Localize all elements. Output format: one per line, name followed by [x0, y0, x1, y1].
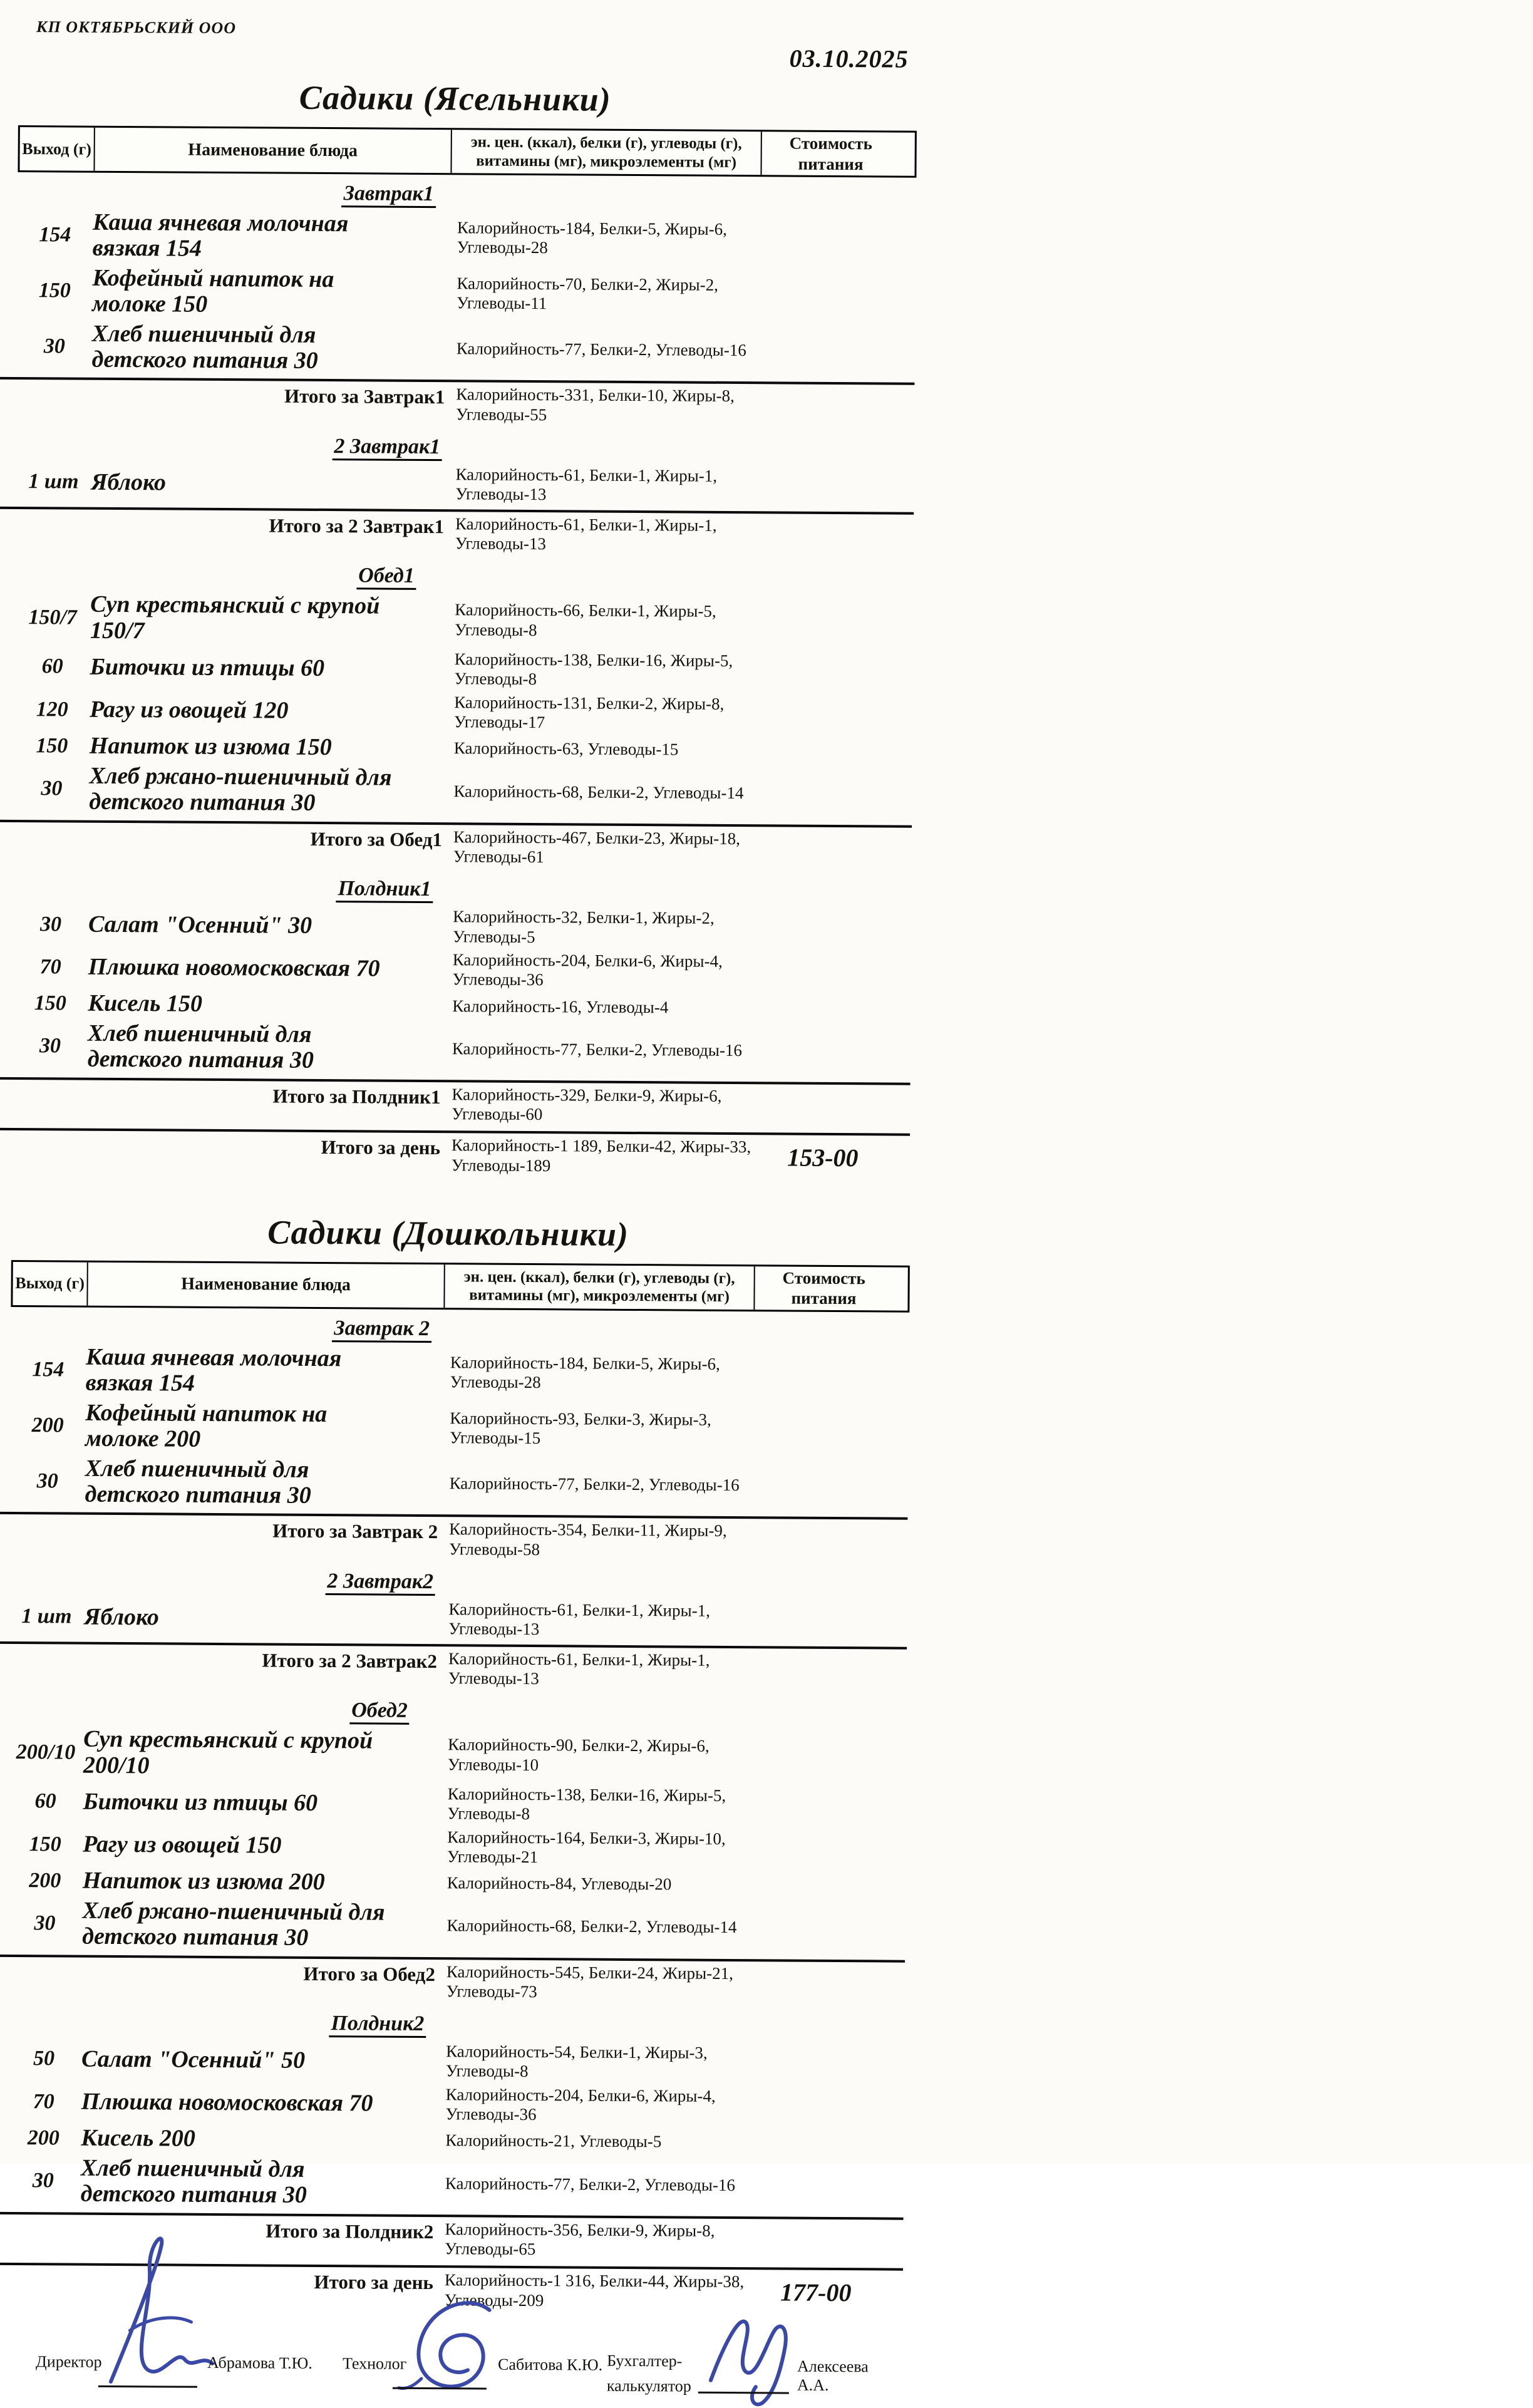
dish-nutrition: Калорийность-32, Белки-1, Жиры-2, Углеводы-5: [452, 907, 715, 946]
dish-output: 30: [41, 777, 63, 800]
dish-output: 30: [39, 1034, 61, 1058]
menu-title: Садики (Дошкольники): [267, 1213, 629, 1253]
section-heading: Завтрак1: [18, 180, 760, 208]
dish-name: Рагу из овощей 120: [90, 696, 289, 725]
dish-name: Суп крестьянский с крупой 150/7: [90, 591, 380, 644]
column-header-dish: Наименование блюда: [88, 1263, 445, 1308]
total-nutrition: Калорийность-61, Белки-1, Жиры-1, Углеводы-13: [448, 1648, 710, 1688]
dish-name: Салат "Осенний" 30: [88, 911, 312, 939]
dish-name: Яблоко: [84, 1603, 160, 1631]
menu-item-row: [13, 902, 912, 951]
menu-title: Садики (Ясельники): [299, 78, 611, 118]
section-total-row: [9, 1514, 908, 1565]
total-nutrition: Калорийность-467, Белки-23, Жиры-18, Углеводы-61: [453, 827, 741, 867]
total-label: Итого за 2 Завтрак2: [262, 1649, 438, 1672]
menu-item-row: [15, 589, 914, 651]
section-total-row: [16, 509, 914, 560]
dish-nutrition: Калорийность-21, Углеводы-5: [445, 2131, 662, 2151]
day-total-cost: 153-00: [787, 1143, 859, 1172]
signature-role-technologist: Технолог: [343, 2354, 407, 2373]
dish-output: 60: [41, 654, 63, 678]
section-total-row: [9, 1644, 907, 1695]
day-total-nutrition: Калорийность-1 189, Белки-42, Жиры-33, Углеводы-189: [451, 1135, 751, 1175]
dish-output: 150/7: [28, 605, 77, 629]
section-total-row: [16, 380, 915, 430]
dish-nutrition: Калорийность-138, Белки-16, Жиры-5, Углеводы-8: [454, 649, 733, 689]
dish-nutrition: Калорийность-77, Белки-2, Углеводы-16: [449, 1474, 740, 1495]
dish-name: Кисель 200: [81, 2125, 195, 2152]
dish-output: 30: [43, 334, 65, 358]
company-name: КП ОКТЯБРЬСКИЙ ООО: [36, 18, 237, 38]
dish-name: Хлеб пшеничный для детского питания 30: [87, 1020, 314, 1074]
table-header: [11, 1260, 909, 1313]
day-total-cost: 177-00: [780, 2278, 852, 2307]
dish-output: 30: [32, 2169, 54, 2193]
dish-output: 200/10: [16, 1740, 76, 1764]
day-total-label: Итого за день: [321, 1136, 441, 1159]
dish-cost: [748, 2106, 886, 2107]
technologist-signature: [394, 2291, 514, 2398]
dish-output: 150: [36, 734, 68, 758]
dish-cost: [748, 2142, 885, 2143]
column-header-cost: Стоимость питания: [789, 133, 872, 173]
signature-role-director: Директор: [36, 2352, 102, 2371]
dish-output: 200: [31, 1413, 64, 1437]
dish-nutrition: Калорийность-68, Белки-2, Углеводы-14: [446, 1916, 737, 1937]
dish-cost: [757, 622, 895, 623]
menu-item-row: [6, 2153, 905, 2214]
total-label: Итого за 2 Завтрак1: [269, 514, 445, 537]
day-total-row: [12, 1130, 911, 1181]
dish-output: 150: [38, 279, 71, 302]
dish-nutrition: Калорийность-93, Белки-3, Жиры-3, Углеводы-15: [450, 1408, 711, 1448]
dish-nutrition: Калорийность-16, Углеводы-4: [452, 996, 669, 1016]
menu-item-row: [11, 1342, 910, 1403]
menu-item-row: [9, 1454, 909, 1515]
dish-nutrition: Калорийность-184, Белки-5, Жиры-6, Углеводы-28: [450, 1353, 720, 1392]
dish-cost: [759, 295, 897, 296]
dish-nutrition: Калорийность-204, Белки-6, Жиры-4, Углеводы-36: [445, 2085, 716, 2124]
dish-output: 30: [40, 912, 62, 936]
total-nutrition: Калорийность-331, Белки-10, Жиры-8, Углеводы-55: [456, 385, 735, 424]
signature-role-accountant: Бухгалтер-калькулятор: [606, 2351, 691, 2395]
total-nutrition: Калорийность-545, Белки-24, Жиры-21, Углеводы-73: [446, 1961, 734, 2001]
menu-item-row: [17, 263, 916, 324]
total-label: Итого за Завтрак 2: [272, 1519, 438, 1543]
menu-item-row: [8, 1724, 907, 1785]
dish-name: Хлеб пшеничный для детского питания 30: [85, 1455, 311, 1509]
dish-cost: [755, 1050, 892, 1051]
menu-item-row: [16, 319, 916, 380]
section-heading: Обед2: [8, 1697, 750, 1725]
dish-name: Хлеб пшеничный для детского питания 30: [91, 320, 318, 374]
dish-name: Кисель 150: [88, 990, 203, 1018]
dish-name: Биточки из птицы 60: [90, 653, 325, 681]
dish-nutrition: Калорийность-61, Белки-1, Жиры-1, Углеводы-13: [448, 1599, 711, 1639]
dish-output: 70: [33, 2090, 54, 2114]
total-cost: [751, 1670, 889, 1671]
total-nutrition: Калорийность-354, Белки-11, Жиры-9, Углеводы-58: [448, 1519, 727, 1559]
dish-cost: [757, 671, 895, 672]
section-heading: 2 Завтрак2: [9, 1568, 751, 1596]
menu-item-row: [13, 946, 911, 994]
menu-item-row: [7, 1896, 906, 1957]
dish-name: Хлеб ржано-пшеничный для детского питания 30: [82, 1897, 385, 1951]
dish-name: Салат "Осенний" 50: [81, 2045, 306, 2074]
column-header-output: Выход (г): [13, 1262, 88, 1306]
section-total-row: [14, 822, 912, 873]
dish-output: 150: [29, 1832, 61, 1856]
dish-cost: [750, 1885, 887, 1886]
section-total-row: [7, 1956, 906, 2007]
dish-name: Кофейный напиток на молоке 150: [92, 264, 334, 318]
dish-cost: [755, 971, 893, 972]
dish-name: Каша ячневая молочная вязкая 154: [85, 1343, 342, 1397]
dish-cost: [748, 2185, 885, 2186]
dish-nutrition: Калорийность-54, Белки-1, Жиры-3, Углеводы-8: [445, 2042, 708, 2081]
menu-item-row: [6, 2037, 905, 2085]
section-heading: Полдник1: [13, 875, 755, 903]
signature-name-accountant: Алексеева А.А.: [797, 2357, 869, 2394]
dish-nutrition: Калорийность-90, Белки-2, Жиры-6, Углеводы-10: [447, 1735, 710, 1774]
section-heading: Завтрак 2: [11, 1315, 753, 1343]
dish-output: 30: [34, 1911, 56, 1935]
total-cost: [758, 535, 896, 536]
table-header: [18, 125, 916, 178]
document-content: [4, 14, 917, 2404]
dish-name: Каша ячневая молочная вязкая 154: [92, 209, 349, 262]
menu-item-row: [8, 1823, 906, 1871]
dish-output: 50: [33, 2047, 55, 2070]
column-header-energy: эн. цен. (ккал), белки (г), углеводы (г), витамины (мг), микроэлементы (мг): [445, 1264, 755, 1310]
dish-name: Напиток из изюма 200: [82, 1867, 325, 1896]
section-heading: Полдник2: [6, 2010, 748, 2038]
section-heading: Обед1: [15, 562, 757, 590]
dish-nutrition: Калорийность-68, Белки-2, Углеводы-14: [453, 781, 744, 802]
total-cost: [758, 406, 896, 407]
total-nutrition: Калорийность-356, Белки-9, Жиры-8, Углеводы-65: [445, 2219, 715, 2259]
day-total-nutrition: Калорийность-1 316, Белки-44, Жиры-38, Углеводы-209: [444, 2270, 745, 2310]
dish-name: Рагу из овощей 150: [83, 1831, 282, 1859]
dish-output: 200: [29, 1869, 61, 1893]
menu-item-row: [8, 1780, 906, 1828]
section-heading: 2 Завтрак1: [16, 433, 758, 461]
dish-nutrition: Калорийность-84, Углеводы-20: [446, 1873, 672, 1894]
dish-nutrition: Калорийность-77, Белки-2, Углеводы-16: [445, 2173, 735, 2194]
total-label: Итого за Обед1: [310, 827, 443, 850]
signature-name-director: Абрамова Т.Ю.: [207, 2353, 312, 2372]
dish-nutrition: Калорийность-77, Белки-2, Углеводы-16: [456, 339, 746, 360]
dish-output: 70: [39, 955, 61, 979]
total-label: Итого за Полдник2: [266, 2219, 434, 2243]
dish-nutrition: Калорийность-131, Белки-2, Жиры-8, Углеводы-17: [454, 693, 725, 732]
total-label: Итого за Завтрак1: [284, 385, 445, 408]
dish-output: 150: [34, 991, 66, 1015]
menu-yaselniki: [12, 76, 917, 1182]
dish-output: 1 шт: [21, 1604, 72, 1628]
dish-nutrition: Калорийность-184, Белки-5, Жиры-6, Углеводы-28: [457, 218, 728, 257]
dish-nutrition: Калорийность-138, Белки-16, Жиры-5, Углеводы-8: [447, 1784, 726, 1824]
dish-name: Яблоко: [91, 468, 167, 496]
dish-output: 154: [32, 1358, 65, 1382]
total-label: Итого за Обед2: [303, 1962, 435, 1985]
menu-item-row: [9, 1595, 907, 1643]
column-header-dish: Наименование блюда: [95, 128, 452, 173]
dish-output: 154: [39, 223, 71, 247]
dish-output: 30: [36, 1469, 58, 1493]
dish-cost: [750, 1806, 888, 1807]
total-nutrition: Калорийность-329, Белки-9, Жиры-6, Углеводы-60: [452, 1084, 722, 1124]
dish-nutrition: Калорийность-204, Белки-6, Жиры-4, Углеводы-36: [452, 950, 723, 990]
total-cost: [754, 1106, 892, 1107]
dish-nutrition: Калорийность-77, Белки-2, Углеводы-16: [452, 1038, 743, 1060]
column-header-cost: Стоимость питания: [782, 1268, 865, 1308]
menu-item-row: [10, 1398, 909, 1459]
signature-block: [4, 2316, 904, 2404]
menu-item-row: [14, 761, 913, 822]
dish-name: Хлеб пшеничный для детского питания 30: [80, 2154, 307, 2209]
dish-name: Напиток из изюма 150: [89, 733, 332, 761]
section-total-row: [12, 1080, 911, 1130]
dish-nutrition: Калорийность-63, Углеводы-15: [453, 738, 679, 759]
dish-nutrition: Калорийность-164, Белки-3, Жиры-10, Углеводы-21: [446, 1827, 726, 1867]
menu-item-row: [18, 207, 917, 269]
dish-nutrition: Калорийность-66, Белки-1, Жиры-5, Углеводы-8: [454, 600, 716, 639]
day-total-label: Итого за день: [314, 2271, 433, 2294]
dish-name: Плюшка новомосковская 70: [88, 954, 380, 983]
total-cost: [751, 1541, 889, 1542]
dish-cost: [751, 1621, 889, 1622]
menu-item-row: [6, 2080, 904, 2129]
document-header: [18, 14, 917, 80]
dish-name: Хлеб ржано-пшеничный для детского питания 30: [89, 762, 392, 817]
dish-output: 60: [34, 1789, 56, 1813]
dish-output: 200: [27, 2126, 59, 2150]
dish-name: Кофейный напиток на молоке 200: [85, 1399, 328, 1452]
dish-nutrition: Калорийность-61, Белки-1, Жиры-1, Углеводы-13: [455, 465, 718, 504]
menu-item-row: [14, 688, 913, 736]
total-cost: [749, 1983, 887, 1984]
menu-item-row: [13, 1018, 912, 1080]
dish-nutrition: Калорийность-70, Белки-2, Жиры-2, Углеводы-11: [457, 274, 718, 313]
dish-cost: [756, 750, 894, 751]
signature-name-technologist: Сабитова К.Ю.: [497, 2355, 603, 2374]
dish-output: 1 шт: [28, 470, 79, 493]
dish-output: 120: [36, 698, 68, 721]
accountant-signature: [698, 2288, 799, 2407]
menu-doshkolniki: [5, 1211, 911, 2317]
dish-name: Биточки из птицы 60: [83, 1788, 318, 1816]
dish-cost: [756, 714, 894, 715]
document-date: 03.10.2025: [789, 44, 909, 73]
total-nutrition: Калорийность-61, Белки-1, Жиры-1, Углеводы-13: [455, 514, 717, 554]
menu-item-row: [14, 645, 913, 693]
column-header-energy: эн. цен. (ккал), белки (г), углеводы (г), витамины (мг), микроэлементы (мг): [452, 130, 761, 175]
menu-item-row: [16, 460, 914, 509]
dish-name: Суп крестьянский с крупой 200/10: [83, 1725, 373, 1779]
total-label: Итого за Полдник1: [272, 1085, 441, 1108]
dish-name: Плюшка новомосковская 70: [81, 2089, 373, 2117]
column-header-output: Выход (г): [19, 127, 95, 171]
